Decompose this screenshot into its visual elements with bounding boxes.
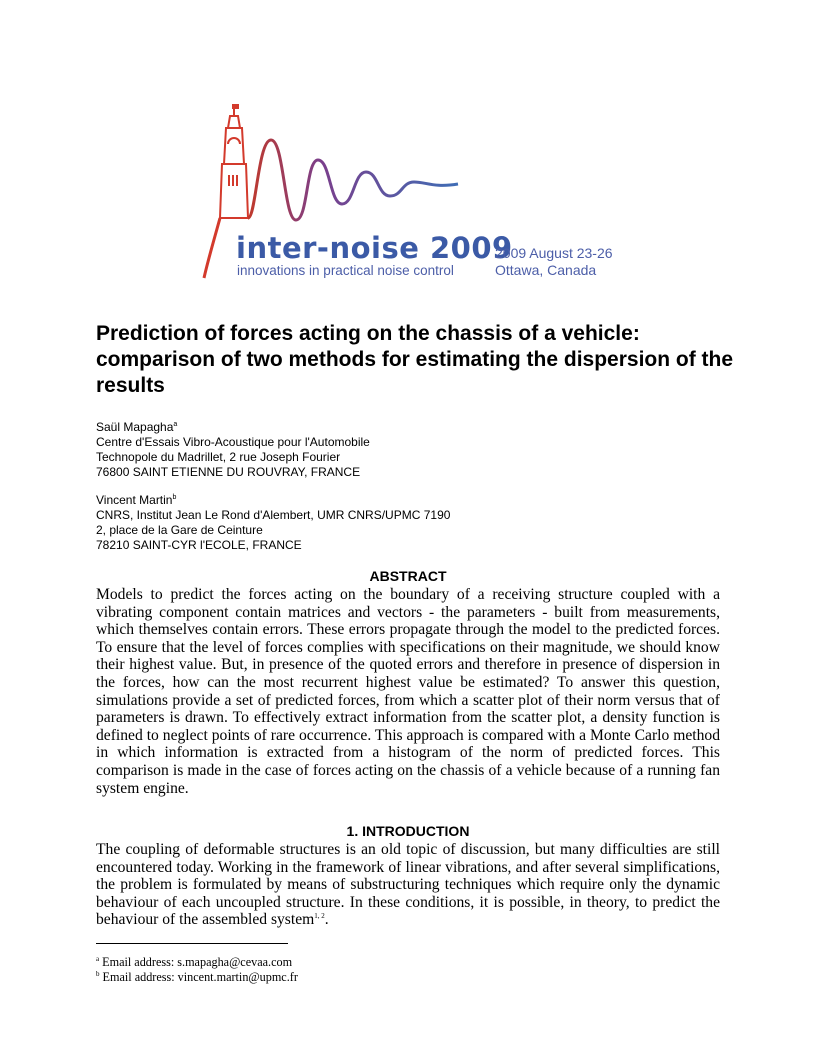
author-2 [96, 493, 736, 553]
author-name: Vincent Martin$^b$ [96, 493, 177, 507]
introduction-text: The coupling of deformable structures is an old topic of discussion, but many difficulties are still encountered today. Working in the framework of linear vibrations, and after several simplifications, the problem is formulated by means of substructuring techniques which require only the dynamic behaviour of each uncoupled structure. In these conditions, it is possible, in theory, to predict the behaviour of the assembled system$^{1, 2}$. [96, 841, 720, 929]
affiliation-line: 78210 SAINT-CYR l'ECOLE, FRANCE [96, 538, 302, 552]
footnotes [96, 955, 298, 985]
logo-wordmark: inter-noise 2009 [236, 231, 513, 265]
abstract-heading: ABSTRACT [369, 568, 447, 584]
footnote: $^a$ Email address: s.mapagha@cevaa.com [96, 954, 293, 969]
affiliation-line: 2, place de la Gare de Ceinture [96, 523, 263, 537]
conference-date: 2009 August 23-26 [495, 245, 613, 261]
wave-icon [248, 140, 458, 220]
footnote-divider [96, 943, 288, 944]
introduction-heading: 1. INTRODUCTION [346, 823, 470, 839]
author-name: Saül Mapagha$^a$ [96, 420, 178, 434]
conference-location: Ottawa, Canada [495, 262, 597, 278]
affiliation-line: Centre d'Essais Vibro-Acoustique pour l'Automobile [96, 435, 370, 449]
abstract-text: Models to predict the forces acting on the boundary of a receiving structure coupled with a vibrating component contain matrices and vectors - the parameters - built from measurements, which themselves contain errors. These errors propagate through the model to the predicted forces. To ensure that the level of forces complies with specifications on their magnitude, we should know their highest value. But, in presence of the quoted errors and therefore in presence of dispersion in the forces, how can the most recurrent highest value be estimated? To answer this question, simulations provide a set of predicted forces, from which a scatter plot of their norm versus that of parameters is drawn. To effectively extract information from the scatter plot, a density function is defined to neglect points of rare occurrence. This approach is compared with a Monte Carlo method in which information is extracted from a histogram of the norm of predicted forces. This comparison is made in the case of forces acting on the chassis of a vehicle because of a running fan system engine. [96, 586, 720, 797]
logo-tagline: innovations in practical noise control [237, 263, 454, 278]
author-1 [96, 420, 736, 480]
footnote: $^b$ Email address: vincent.martin@upmc.fr [96, 969, 298, 984]
paper-title: Prediction of forces acting on the chassis of a vehicle: comparison of two methods for estimating the dispersion of the results [96, 322, 734, 397]
affiliation-line: 76800 SAINT ETIENNE DU ROUVRAY, FRANCE [96, 465, 361, 479]
affiliation-line: Technopole du Madrillet, 2 rue Joseph Fourier [96, 450, 341, 464]
citation: 1, 2 [314, 912, 325, 921]
affiliation-line: CNRS, Institut Jean Le Rond d'Alembert, UMR CNRS/UPMC 7190 [96, 508, 451, 522]
authors [96, 420, 736, 566]
conference-date-location [495, 245, 613, 279]
